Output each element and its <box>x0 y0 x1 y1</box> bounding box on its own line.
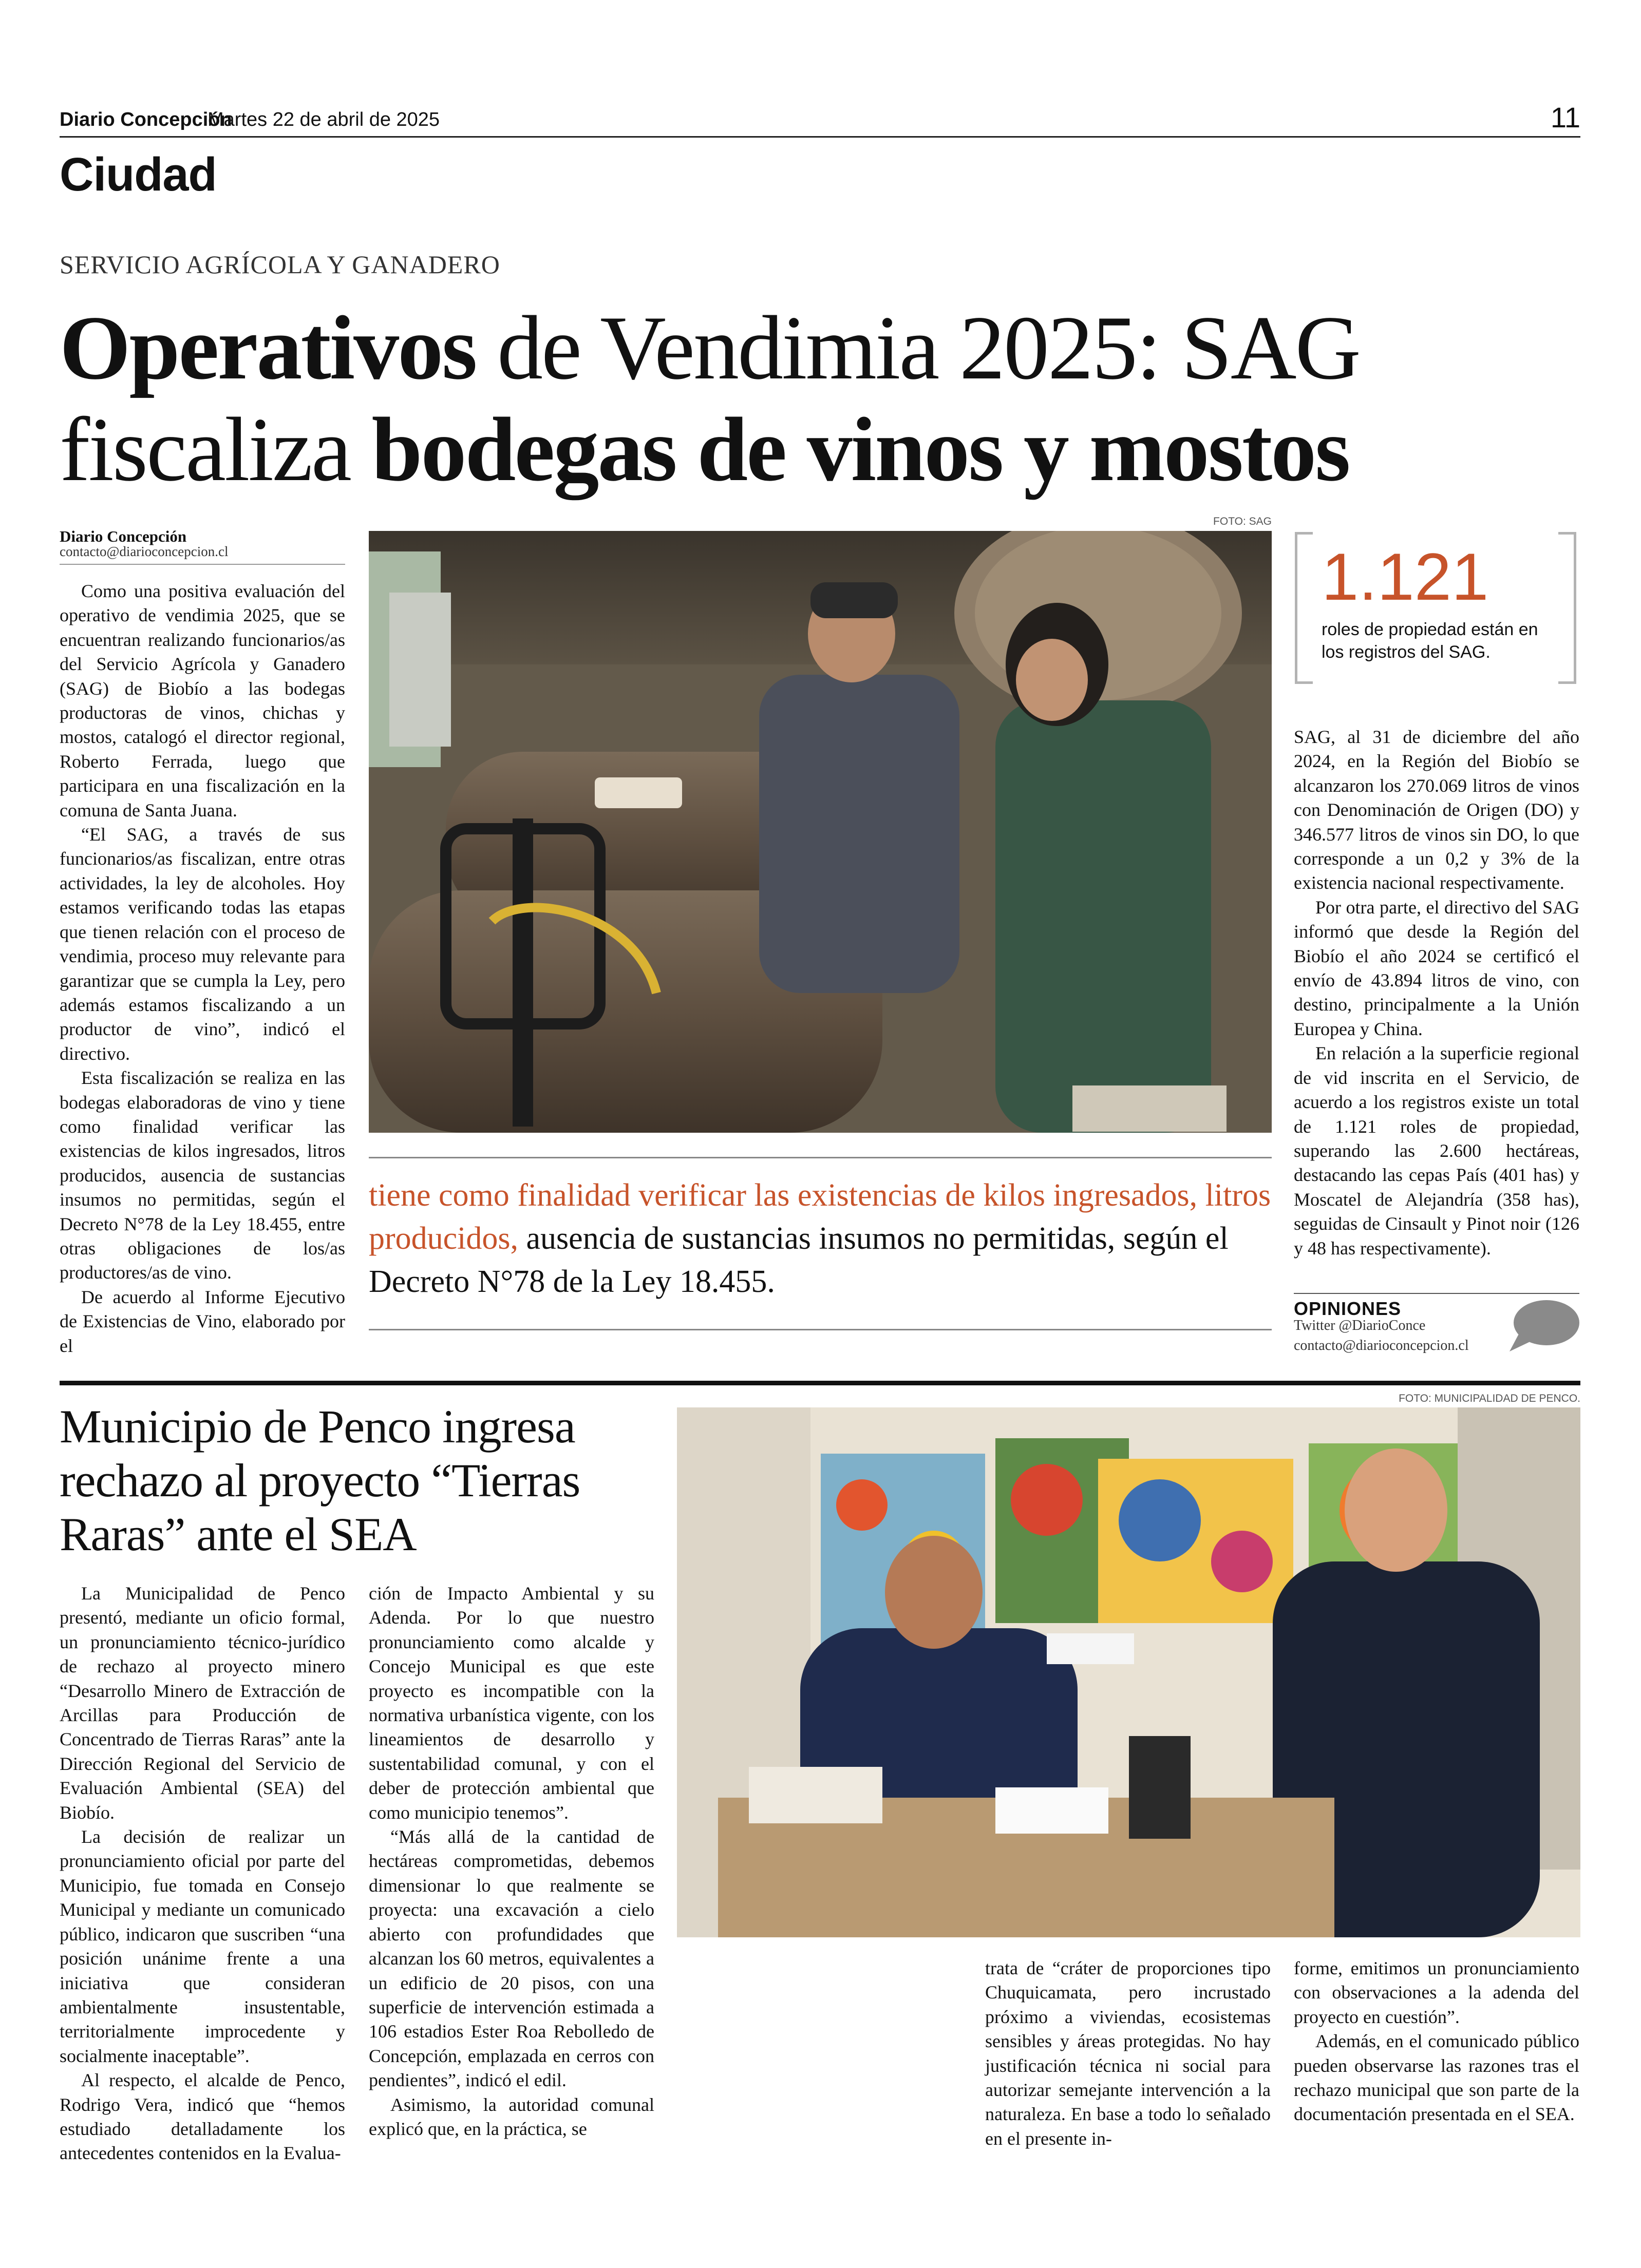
page-number: 11 <box>1550 101 1580 134</box>
paragraph: Al respecto, el alcalde de Penco, Rodrigo Vera, indicó que “hemos estudiado detalladamente los antecedentes contenidos en la Evalua- <box>60 2070 345 2164</box>
penco-office-photo <box>677 1407 1580 1937</box>
stat-number: 1.121 <box>1322 539 1489 614</box>
opinions-twitter: Twitter @DiarioConce <box>1294 1318 1426 1333</box>
photo-credit: FOTO: SAG <box>1213 516 1272 527</box>
paragraph: Asimismo, la autoridad comunal explicó que, en la práctica, se <box>369 2094 654 2139</box>
pullquote-rule-top <box>369 1157 1272 1158</box>
stat-bracket-left <box>1295 532 1313 684</box>
byline-author: Diario Concepción <box>60 527 187 545</box>
opinions-title: OPINIONES <box>1294 1298 1402 1319</box>
paragraph: “El SAG, a través de sus funcionarios/as fiscalizan, entre otras actividades, la ley de alcoholes. Hoy estamos verificando todas las etapas que tienen relación con el proceso de vendimia, proceso muy relevante para garantizar que se cumpla la Ley, pero además estamos fiscalizando a un productor de vino”, indicó el directivo. <box>60 824 345 1064</box>
paragraph: Además, en el comunicado público pueden observarse las razones tras el rechazo municipal que son parte de la documentación presentada en el SEA. <box>1294 2031 1579 2125</box>
paragraph: De acuerdo al Informe Ejecutivo de Existencias de Vino, elaborado por el <box>60 1286 345 1356</box>
paragraph: En relación a la superficie regional de vid inscrita en el Servicio, de acuerdo a los registros existe un total de 1.121 roles de propiedad, superando las 2.600 hectáreas, destacando las cepas País (401 has) y Moscatel de Alejandría (358 has), seguidas de Cinsault y Pinot noir (126 y 48 has respectivamente). <box>1294 1043 1579 1259</box>
headline-regular-part: fiscaliza <box>60 398 372 500</box>
winery-inspection-photo <box>369 531 1272 1133</box>
header-rule <box>60 136 1580 138</box>
paragraph: Esta fiscalización se realiza en las bodegas elaboradoras de vino y tiene como finalidad verificar las existencias de kilos ingresados, litros producidos, ausencia de sustancias insumos no permitidas, según el Decreto N°78 de la Ley 18.455, entre otras obligaciones de los/as productores/as de vino. <box>60 1068 345 1283</box>
speech-bubble-icon <box>1507 1298 1580 1355</box>
pullquote-rule-bottom <box>369 1329 1272 1330</box>
story1-column-3 <box>1294 725 1579 1261</box>
paragraph: La Municipalidad de Penco presentó, mediante un oficio formal, un pronunciamiento técnico-jurídico de rechazo al proyecto minero “Desarrollo Minero de Extracción de Arcillas para Producción de Concentrado de Tierras Raras” ante la Dirección Regional del Servicio de Evaluación Ambiental (SEA) del Biobío. <box>60 1583 345 1823</box>
pullquote-accent: tiene como finalidad verificar las existencias de kilos ingresados, litros producidos, <box>369 1178 1271 1256</box>
paragraph: forme, emitimos un pronunciamiento con observaciones a la adenda del proyecto en cuestión”. <box>1294 1958 1579 2027</box>
story1-headline-line1 <box>60 297 1360 398</box>
newspaper-name: Diario Concepción <box>60 109 232 130</box>
story2-column-3 <box>985 1956 1271 2151</box>
byline-divider <box>60 564 345 565</box>
story1-kicker: SERVICIO AGRÍCOLA Y GANADERO <box>60 250 500 279</box>
headline-regular-part: de Vendimia 2025: SAG <box>476 297 1360 398</box>
headline-bold-part: Operativos <box>60 297 476 398</box>
pullquote-rest: ausencia de sustancias insumos no permitidas, según el Decreto N°78 de la Ley 18.455. <box>369 1221 1229 1299</box>
paragraph: trata de “cráter de proporciones tipo Chuquicamata, pero incrustado próximo a viviendas, ecosistemas sensibles y áreas protegidas. No hay justificación técnica ni social para autorizar semejante intervención a la naturaleza. En base a todo lo señalado en el presente in- <box>985 1958 1271 2149</box>
paragraph: Como una positiva evaluación del operativo de vendimia 2025, que se encuentran realizando funcionarios/as del Servicio Agrícola y Ganadero (SAG) de Biobío a las bodegas productoras de vinos, chichas y mostos, catalogó el director regional, Roberto Ferrada, luego que participara en una fiscalización en la comuna de Santa Juana. <box>60 581 345 821</box>
pullquote <box>369 1174 1272 1303</box>
section-title: Ciudad <box>60 148 217 201</box>
story-divider <box>60 1381 1580 1385</box>
story1-column-1 <box>60 579 345 1358</box>
photo-credit: FOTO: MUNICIPALIDAD DE PENCO. <box>1399 1393 1580 1404</box>
byline-email: contacto@diarioconcepcion.cl <box>60 544 229 559</box>
story2-column-2 <box>369 1581 654 2141</box>
story2-column-1 <box>60 1581 345 2166</box>
opinions-email: contacto@diarioconcepcion.cl <box>1294 1338 1469 1354</box>
paragraph: SAG, al 31 de diciembre del año 2024, en la Región del Biobío se alcanzaron los 270.069 litros de vinos con Denominación de Origen (DO) y 346.577 litros de vinos sin DO, lo que corresponde a un 0,2 y 3% de la existencia nacional respectivamente. <box>1294 727 1579 893</box>
story1-headline-line2 <box>60 398 1349 500</box>
paragraph: La decisión de realizar un pronunciamiento oficial por parte del Municipio, fue tomada en Consejo Municipal y mediante un comunicado público, indicaron que suscriben “una posición unánime frente a una iniciativa que consideran ambientalmente insustentable, territorialmente improcedente y socialmente inaceptable”. <box>60 1826 345 2066</box>
paragraph: “Más allá de la cantidad de hectáreas comprometidas, debemos dimensionar lo que realmente se proyecta: una excavación a cielo abierto con profundidades que alcanzan los 60 metros, equivalentes a un edificio de 20 pisos, con una superficie de intervención estimada a 106 estadios Ester Roa Rebolledo de Concepción, emplazada en cerros con pendientes”, indicó el edil. <box>369 1826 654 2091</box>
stat-bracket-right <box>1558 532 1576 684</box>
story2-headline: Municipio de Penco ingresa rechazo al proyecto “Tierras Raras” ante el SEA <box>60 1400 580 1560</box>
paragraph: ción de Impacto Ambiental y su Adenda. Por lo que nuestro pronunciamiento como alcalde y Concejo Municipal es que este proyecto es incompatible con la normativa urbanística vigente, con los lineamientos de desarrollo y sustentabilidad comunal, y con el deber de protección ambiental que como municipio tenemos”. <box>369 1583 654 1823</box>
headline-bold-part: bodegas de vinos y mostos <box>371 398 1349 500</box>
stat-caption: roles de propiedad están en los registros del SAG. <box>1322 620 1538 662</box>
story2-column-4 <box>1294 1956 1579 2127</box>
opinions-rule <box>1294 1293 1579 1294</box>
paragraph: Por otra parte, el directivo del SAG informó que desde la Región del Biobío el año 2024 se certificó el envío de 43.894 litros de vino, con destino, principalmente a la Unión Europea y China. <box>1294 897 1579 1039</box>
issue-date: Martes 22 de abril de 2025 <box>208 109 440 130</box>
